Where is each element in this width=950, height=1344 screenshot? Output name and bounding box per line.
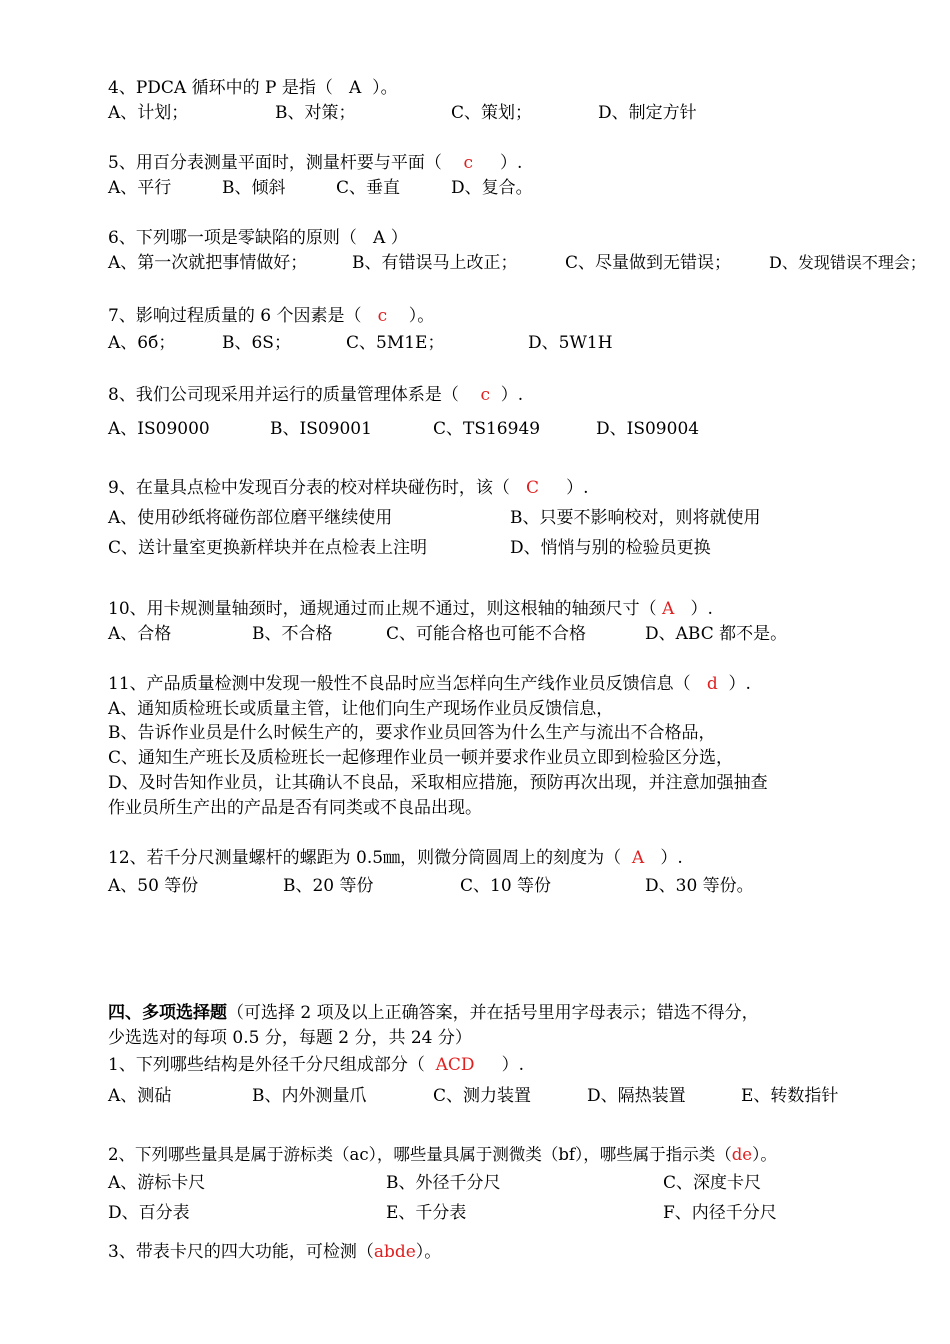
- option: D、IS09004: [596, 419, 700, 439]
- option: C、10 等份: [460, 876, 552, 896]
- question-4: 4、PDCA 循环中的 P 是指（ A ）。: [108, 78, 398, 98]
- option: A、合格: [108, 624, 172, 644]
- option: D、ABC 都不是。: [645, 624, 788, 644]
- option: B、外径千分尺: [386, 1173, 501, 1193]
- option: A、测砧: [108, 1086, 172, 1106]
- multi-question-3: 3、带表卡尺的四大功能，可检测（abde）。: [108, 1242, 442, 1262]
- question-5: 5、用百分表测量平面时，测量杆要与平面（ c ）.: [108, 153, 523, 173]
- question-8: 8、我们公司现采用并运行的质量管理体系是（ c ）.: [108, 385, 524, 405]
- question-6: 6、下列哪一项是零缺陷的原则（ A ）: [108, 228, 408, 248]
- section-title: 四、多项选择题: [108, 1003, 227, 1023]
- option: C、深度卡尺: [663, 1173, 762, 1193]
- option: C、通知生产班长及质检班长一起修理作业员一顿并要求作业员立即到检验区分选，: [108, 748, 734, 768]
- option: C、策划；: [451, 103, 533, 123]
- option: A、6б；: [108, 333, 176, 353]
- option: D、及时告知作业员，让其确认不良品，采取相应措施，预防再次出现，并注意加强抽查: [108, 773, 768, 793]
- option: A、第一次就把事情做好；: [108, 253, 308, 273]
- question-11: 11、产品质量检测中发现一般性不良品时应当怎样向生产线作业员反馈信息（ d ）.: [108, 674, 751, 694]
- section-heading: [108, 1002, 759, 1024]
- section-note: （可选择 2 项及以上正确答案，并在括号里用字母表示；错选不得分，: [227, 1003, 759, 1023]
- option: C、测力装置: [433, 1086, 532, 1106]
- option: D、复合。: [451, 178, 533, 198]
- multi-question-1: 1、下列哪些结构是外径千分尺组成部分（ ACD ）.: [108, 1055, 524, 1075]
- option: C、5M1E；: [346, 333, 445, 353]
- section-note-continued: 少选选对的每项 0.5 分，每题 2 分，共 24 分）: [108, 1028, 472, 1048]
- option: D、百分表: [108, 1203, 190, 1223]
- multi-question-2: 2、下列哪些量具是属于游标类（ac），哪些量具属于测微类（bf），哪些属于指示类（de）。: [108, 1145, 777, 1164]
- option: A、50 等份: [108, 876, 199, 896]
- option: E、转数指针: [741, 1086, 839, 1106]
- option: B、倾斜: [222, 178, 286, 198]
- option: A、通知质检班长或质量主管，让他们向生产现场作业员反馈信息，: [108, 699, 614, 719]
- option: B、IS09001: [270, 419, 372, 439]
- option: C、送计量室更换新样块并在点检表上注明: [108, 538, 428, 558]
- option: F、内径千分尺: [663, 1203, 777, 1223]
- option: B、内外测量爪: [252, 1086, 367, 1106]
- question-12: 12、若千分尺测量螺杆的螺距为 0.5㎜，则微分筒圆周上的刻度为（ A ）.: [108, 848, 683, 868]
- option: D、制定方针: [598, 103, 697, 123]
- option: B、对策；: [275, 103, 356, 123]
- option: C、TS16949: [433, 419, 541, 439]
- option: E、千分表: [386, 1203, 467, 1223]
- option-continued: 作业员所生产出的产品是否有同类或不良品出现。: [108, 798, 482, 818]
- option: A、IS09000: [108, 419, 210, 439]
- option: C、可能合格也可能不合格: [386, 624, 587, 644]
- option: D、5W1H: [528, 333, 613, 353]
- option: B、只要不影响校对，则将就使用: [510, 508, 761, 528]
- question-10: 10、用卡规测量轴颈时，通规通过而止规不通过，则这根轴的轴颈尺寸（ A ）.: [108, 599, 713, 619]
- question-7: 7、影响过程质量的 6 个因素是（ c ）。: [108, 306, 435, 326]
- option: B、20 等份: [283, 876, 374, 896]
- option: A、平行: [108, 178, 172, 198]
- option: D、30 等份。: [645, 876, 754, 896]
- option: A、使用砂纸将碰伤部位磨平继续使用: [108, 508, 393, 528]
- option: B、告诉作业员是什么时候生产的，要求作业员回答为什么生产与流出不合格品，: [108, 723, 716, 743]
- option: B、不合格: [252, 624, 333, 644]
- option: C、尽量做到无错误；: [565, 253, 732, 273]
- option: B、6S；: [222, 333, 291, 353]
- option: C、垂直: [336, 178, 401, 198]
- option: D、发现错误不理会；: [769, 253, 926, 272]
- option: D、悄悄与别的检验员更换: [510, 538, 711, 558]
- question-9: 9、在量具点检中发现百分表的校对样块碰伤时，该（ C ）.: [108, 478, 589, 498]
- option: A、计划；: [108, 103, 189, 123]
- option: B、有错误马上改正；: [352, 253, 518, 273]
- option: A、游标卡尺: [108, 1173, 206, 1193]
- option: D、隔热装置: [587, 1086, 686, 1106]
